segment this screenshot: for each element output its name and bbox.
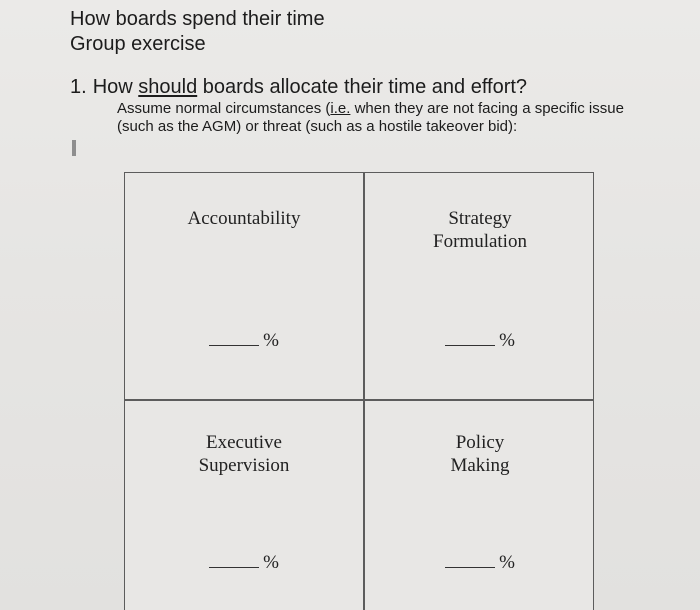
cell-accountability [125,207,363,397]
percent-blank[interactable] [445,567,495,568]
percent-entry[interactable] [365,551,595,574]
percent-entry[interactable] [125,551,363,574]
percent-sign: % [263,552,279,573]
question-number: 1. [70,76,87,98]
question-emphasis: should [138,76,198,98]
grid-horizontal-divider [125,399,593,401]
title-line-1: How boards spend their time [70,8,325,30]
percent-blank[interactable] [209,567,259,568]
cell-label-line-2: Supervision [198,455,290,476]
question-text-after: boards allocate their time and effort? [202,76,528,98]
cell-label [125,207,363,230]
percent-entry[interactable] [365,329,595,352]
question-note [117,100,637,136]
cell-label-line-1: Strategy [448,208,512,229]
cell-label-line-2: Making [450,455,510,476]
cell-label [365,431,595,477]
cell-executive-supervision [125,431,363,610]
question-text-before: How [92,76,133,98]
title-line-2: Group exercise [70,33,206,55]
cell-label-line-1: Accountability [187,208,301,229]
note-part-1: Assume normal circumstances ( [117,100,331,117]
cell-label-line-2: Formulation [433,231,527,252]
text-cursor-icon [72,140,76,156]
cell-policy-making [365,431,595,610]
percent-blank[interactable] [445,345,495,346]
note-ie: i.e. [330,100,351,117]
cell-label [125,431,363,477]
cell-label [365,207,595,253]
percent-sign: % [263,330,279,351]
percent-sign: % [499,552,515,573]
page-title [70,7,325,57]
percent-entry[interactable] [125,329,363,352]
question-1 [70,75,527,99]
percent-blank[interactable] [209,345,259,346]
cell-label-line-1: Executive [206,432,282,453]
note-part-2: when they are not facing a specific issue (such as the AGM) or threat (such as a hostile takeover bid): [117,100,624,135]
cell-strategy-formulation [365,207,595,397]
percent-sign: % [499,330,515,351]
allocation-grid [124,172,594,610]
cell-label-line-1: Policy [455,432,505,453]
